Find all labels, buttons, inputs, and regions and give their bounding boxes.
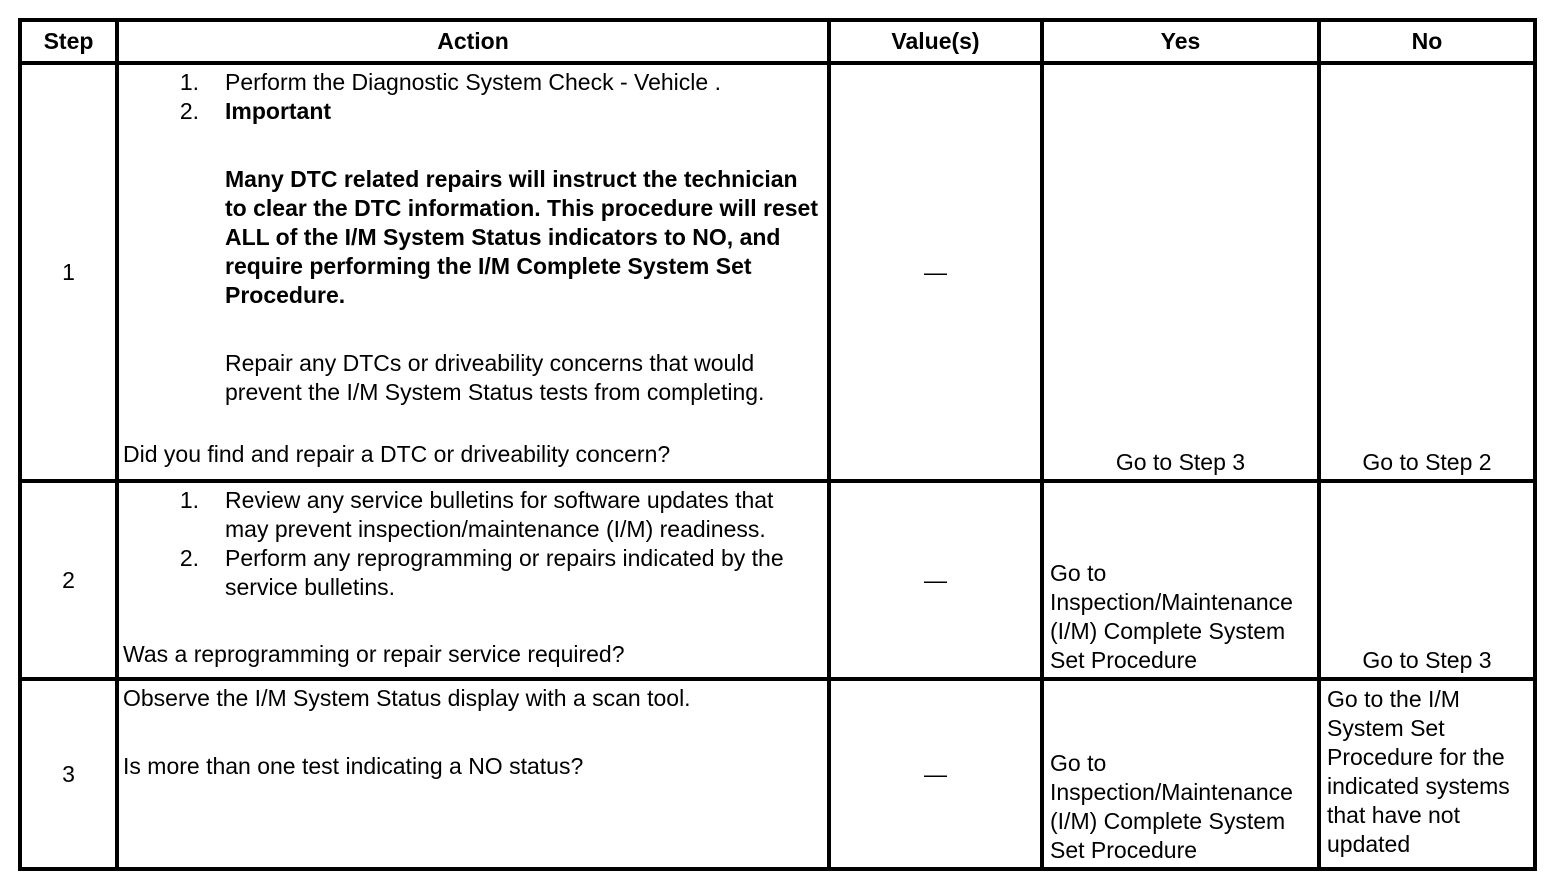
list-item: 1. Perform the Diagnostic System Check - Vehicle . xyxy=(179,69,721,95)
header-step: Step xyxy=(20,20,117,63)
step-question: Was a reprogramming or repair service required? xyxy=(123,641,625,667)
action-cell xyxy=(117,63,829,481)
table-row xyxy=(20,63,1535,481)
step-question: Is more than one test indicating a NO status? xyxy=(123,753,584,779)
yes-cell: Go to Inspection/Maintenance (I/M) Complete System Set Procedure xyxy=(1042,481,1319,679)
header-yes: Yes xyxy=(1042,20,1319,63)
action-cell xyxy=(117,679,829,869)
header-row xyxy=(20,20,1535,63)
list-item: 2. Important Many DTC related repairs will instruct the technician to clear the DTC information. This procedure will reset ALL of the I/M System Status indicators to NO, and require performing the I/M Complete System Set Procedure. Repair any DTCs or driveability concerns that would prevent the I/M System Status tests from completing. xyxy=(123,97,823,407)
no-cell: Go to Step 3 xyxy=(1319,481,1535,679)
action-list xyxy=(123,68,823,407)
list-item: 1. Review any service bulletins for software updates that may prevent inspection/maintenance (I/M) readiness. xyxy=(179,487,774,542)
no-cell: Go to Step 2 xyxy=(1319,63,1535,481)
step-question: Did you find and repair a DTC or driveability concern? xyxy=(123,441,671,467)
table-row xyxy=(20,679,1535,869)
diagnostic-table xyxy=(18,18,1537,871)
header-action: Action xyxy=(117,20,829,63)
step-number: 2 xyxy=(20,481,117,679)
step-number: 3 xyxy=(20,679,117,869)
repair-instruction: Repair any DTCs or driveability concerns that would prevent the I/M System Status tests from completing. xyxy=(225,350,765,405)
header-no: No xyxy=(1319,20,1535,63)
table-row xyxy=(20,481,1535,679)
action-cell xyxy=(117,481,829,679)
value-cell: — xyxy=(829,679,1042,869)
action-list xyxy=(123,486,823,602)
step-number: 1 xyxy=(20,63,117,481)
value-cell: — xyxy=(829,63,1042,481)
value-cell: — xyxy=(829,481,1042,679)
no-cell: Go to the I/M System Set Procedure for the indicated systems that have not updated xyxy=(1319,679,1535,869)
list-item: 2. Perform any reprogramming or repairs indicated by the service bulletins. xyxy=(179,545,784,600)
important-note: Many DTC related repairs will instruct the technician to clear the DTC information. This procedure will reset ALL of the I/M System Status indicators to NO, and require performing the I/M Complete System Set Procedure. xyxy=(225,166,818,308)
important-title: Important xyxy=(225,98,332,124)
step-instruction: Observe the I/M System Status display with a scan tool. xyxy=(123,685,691,711)
yes-cell: Go to Step 3 xyxy=(1042,63,1319,481)
yes-cell: Go to Inspection/Maintenance (I/M) Complete System Set Procedure xyxy=(1042,679,1319,869)
header-values: Value(s) xyxy=(829,20,1042,63)
